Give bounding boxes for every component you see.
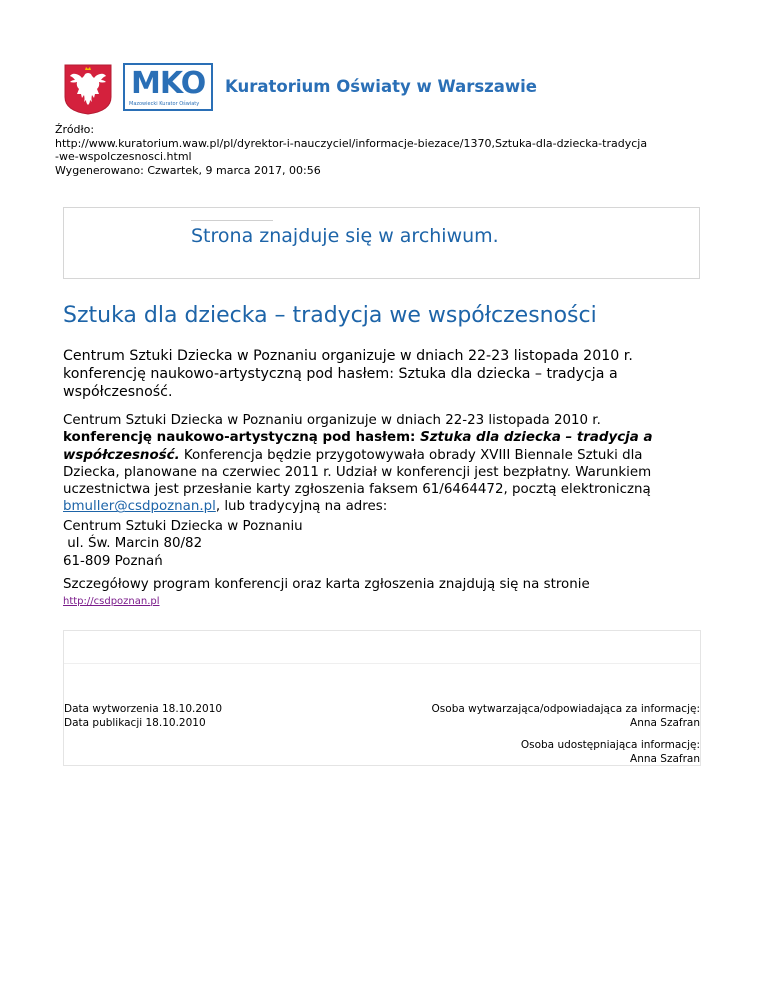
institution-name: Kuratorium Oświaty w Warszawie — [225, 77, 538, 96]
source-url-line-1: http://www.kuratorium.waw.pl/pl/dyrektor-i-nauczyciel/informacje-biezace/1370,Sztuka-dla-dziecka-tradycja — [55, 136, 648, 150]
program-website-link[interactable]: http://csdpoznan.pl — [63, 596, 160, 607]
dates-block — [64, 703, 222, 730]
archive-divider — [191, 220, 273, 221]
article-lead: Centrum Sztuki Dziecka w Poznaniu organizuje w dniach 22-23 listopada 2010 r. konferencję naukowo-artystyczną pod hasłem: Sztuka dla dziecka – tradycja a współczesność. — [63, 348, 633, 400]
archive-notice-box — [63, 207, 700, 279]
polish-eagle-emblem-icon — [63, 63, 113, 115]
publisher-label: Osoba udostępniająca informację: — [520, 739, 700, 751]
source-metadata — [55, 123, 725, 177]
body-rest: Konferencja będzie przygotowywała obrady XVIII Biennale Sztuki dla Dziecka, planowane na czerwiec 2011 r. Udział w konferencji jest bezpłatny. Warunkiem uczestnictwa jest przesłanie karty zgłoszenia faksem 61/6464472, pocztą elektroniczną — [63, 447, 652, 498]
body-intro: Centrum Sztuki Dziecka w Poznaniu organizuje w dniach 22-23 listopada 2010 r. — [63, 413, 601, 428]
mko-logo-sublabel: Mazowiecki Kurator Oświaty — [129, 101, 200, 107]
address-line-2: ul. Św. Marcin 80/82 — [63, 536, 203, 552]
footer-divider — [64, 663, 700, 664]
body-bold-italic: Sztuka dla dziecka – tradycja a współczesność. — [63, 430, 653, 463]
address-line-1: Centrum Sztuki Dziecka w Poznaniu — [63, 519, 303, 534]
publisher-name: Anna Szafran — [630, 752, 700, 765]
email-link[interactable]: bmuller@csdpoznan.pl — [63, 499, 216, 515]
program-text: Szczegółowy program konferencji oraz karta zgłoszenia znajdują się na stronie — [63, 577, 590, 592]
author-block — [432, 703, 700, 730]
body-end: , lub tradycyjną na adres: — [215, 499, 388, 515]
source-label: Źródło: — [55, 123, 95, 136]
metadata-footer — [63, 630, 701, 766]
archive-notice: Strona znajduje się w archiwum. — [191, 225, 499, 247]
page-header — [63, 63, 538, 115]
author-name: Anna Szafran — [630, 716, 700, 729]
address-line-3: 61-809 Poznań — [63, 553, 163, 569]
postal-address — [63, 518, 303, 570]
mko-logo — [123, 63, 213, 111]
mko-logo-letters: MKO — [131, 66, 206, 101]
publisher-block — [521, 739, 700, 766]
generated-date: Wygenerowano: Czwartek, 9 marca 2017, 00:56 — [55, 163, 321, 177]
body-bold: konferencję naukowo-artystyczną pod hasłem: — [63, 430, 421, 446]
source-url-line-2: -we-wspolczesnosci.html — [55, 150, 192, 164]
author-label: Osoba wytwarzająca/odpowiadająca za informację: — [431, 703, 700, 715]
created-date: Data wytworzenia 18.10.2010 — [64, 703, 223, 715]
article-title: Sztuka dla dziecka – tradycja we współczesności — [63, 303, 597, 328]
published-date: Data publikacji 18.10.2010 — [64, 716, 206, 729]
article-body — [63, 412, 703, 516]
